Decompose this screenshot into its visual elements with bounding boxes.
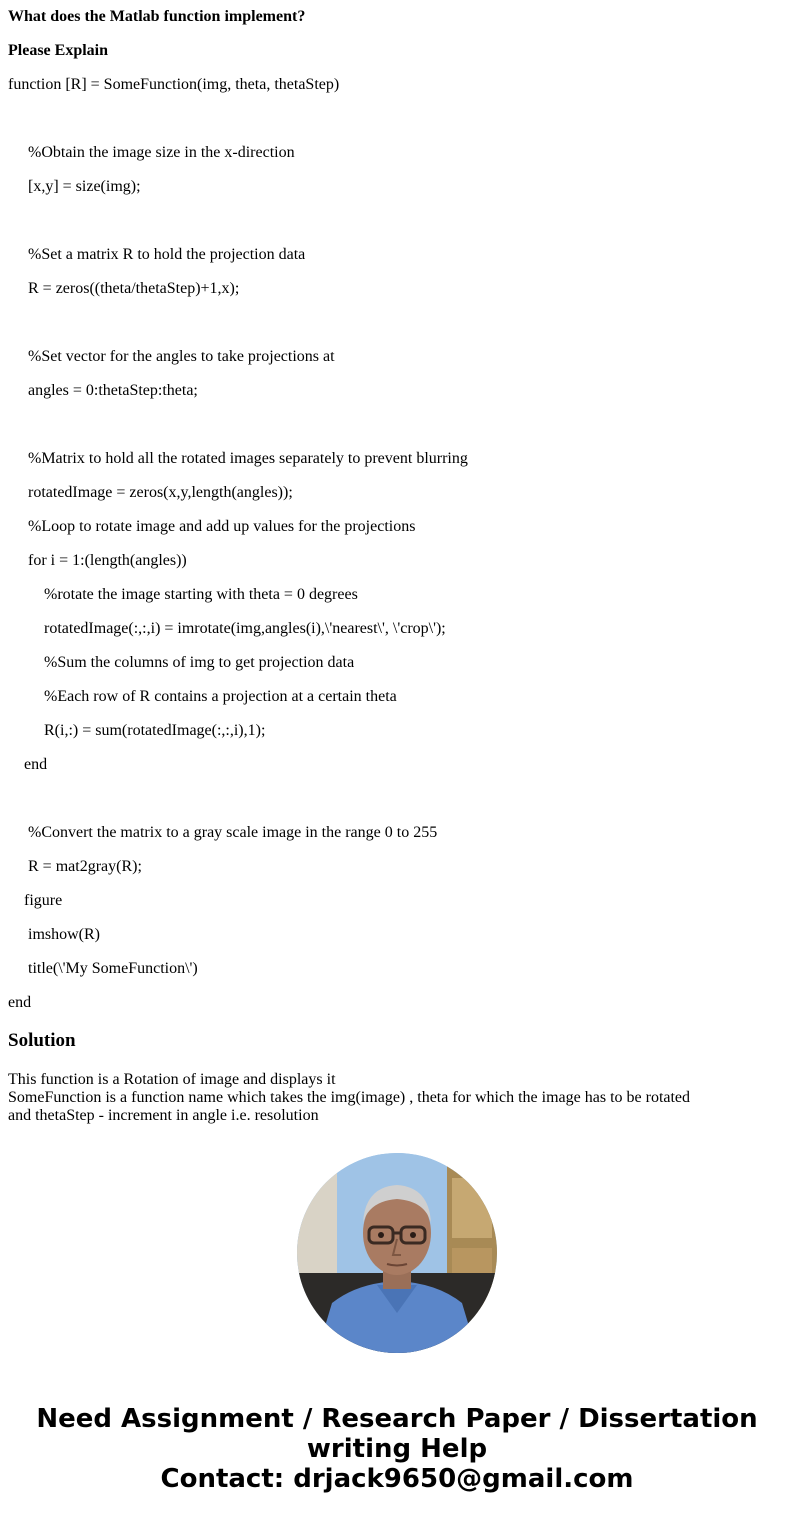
promo-contact: Contact: drjack9650@gmail.com — [160, 1464, 634, 1494]
code-line: figure — [24, 892, 63, 909]
avatar-illustration — [297, 1153, 497, 1353]
code-line: R(i,:) = sum(rotatedImage(:,:,i),1); — [44, 722, 266, 739]
code-line: %Matrix to hold all the rotated images separately to prevent blurring — [28, 450, 468, 467]
code-line: %rotate the image starting with theta = 0 degrees — [44, 586, 358, 603]
code-line: end — [24, 756, 48, 773]
solution-line: and thetaStep - increment in angle i.e. resolution — [8, 1107, 319, 1124]
code-line: function [R] = SomeFunction(img, theta, thetaStep) — [8, 76, 340, 93]
code-line: %Sum the columns of img to get projection data — [44, 654, 355, 671]
code-line: %Set vector for the angles to take projections at — [28, 348, 335, 365]
promo-line-2: writing Help — [306, 1434, 488, 1464]
code-line: %Obtain the image size in the x-direction — [28, 144, 295, 161]
solution-heading: Solution — [8, 1030, 76, 1051]
code-line: rotatedImage = zeros(x,y,length(angles)); — [28, 484, 293, 501]
code-line: rotatedImage(:,:,i) = imrotate(img,angles(i),\'nearest\', \'crop\'); — [44, 620, 446, 637]
code-line: %Convert the matrix to a gray scale image in the range 0 to 255 — [28, 824, 438, 841]
code-line: for i = 1:(length(angles)) — [28, 552, 187, 569]
code-line: imshow(R) — [28, 926, 100, 943]
question-subtitle: Please Explain — [8, 42, 109, 59]
promo-line-1: Need Assignment / Research Paper / Dissertation — [36, 1404, 758, 1434]
code-line: %Set a matrix R to hold the projection data — [28, 246, 306, 263]
question-title: What does the Matlab function implement? — [8, 8, 306, 25]
code-line: [x,y] = size(img); — [28, 178, 141, 195]
code-line: title(\'My SomeFunction\') — [28, 960, 198, 977]
code-line: end — [8, 994, 32, 1011]
solution-line: SomeFunction is a function name which takes the img(image) , theta for which the image has to be rotated — [8, 1089, 691, 1106]
solution-line: This function is a Rotation of image and displays it — [8, 1071, 336, 1088]
code-line: R = zeros((theta/thetaStep)+1,x); — [28, 280, 240, 297]
person-photo-icon — [297, 1153, 497, 1353]
code-line: %Each row of R contains a projection at a certain theta — [44, 688, 397, 705]
code-line: R = mat2gray(R); — [28, 858, 142, 875]
code-line: %Loop to rotate image and add up values for the projections — [28, 518, 416, 535]
code-line: angles = 0:thetaStep:theta; — [28, 382, 198, 399]
